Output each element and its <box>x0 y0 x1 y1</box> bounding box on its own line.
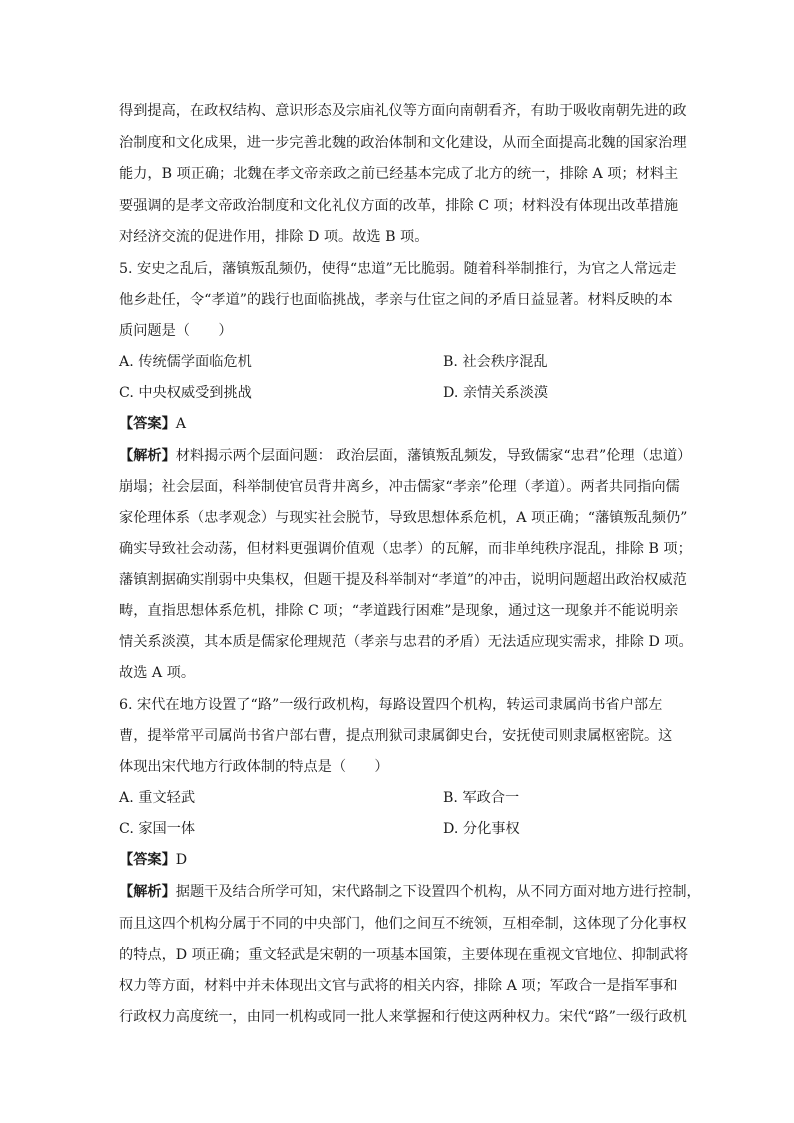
question-5-analysis: 畴，直指思想体系危机，排除 C 项；“孝道践行困难”是现象，通过这一现象并不能说明亲 <box>119 603 679 619</box>
question-5-analysis: 崩塌；社会层面，科举制使官员背井离乡，冲击儒家“孝亲”伦理（孝道）。两者共同指向儒 <box>119 479 680 495</box>
text-line: 对经济交流的促进作用，排除 D 项。故选 B 项。 <box>119 229 429 245</box>
question-6-option-c: C. 家国一体 <box>119 821 196 837</box>
question-6-answer <box>119 850 187 870</box>
answer-label: 【答案】 <box>119 852 176 868</box>
question-6-option-b: B. 军政合一 <box>443 790 520 806</box>
question-6-analysis <box>119 882 701 902</box>
question-5-option-d: D. 亲情关系淡漠 <box>443 385 549 401</box>
answer-value: D <box>175 852 188 868</box>
question-6-analysis: 而且这四个机构分属于不同的中央部门，他们之间互不统领，互相牵制，这体现了分化事权 <box>119 916 687 932</box>
question-5-answer <box>119 414 186 434</box>
text-line: 能力，B 项正确；北魏在孝文帝亲政之前已经基本完成了北方的统一，排除 A 项；材料主 <box>119 166 679 182</box>
analysis-text: 据题干及结合所学可知，宋代路制之下设置四个机构，从不同方面对地方进行控制， <box>175 884 701 900</box>
question-5-option-a: A. 传统儒学面临危机 <box>119 354 252 370</box>
question-5-option-b: B. 社会秩序混乱 <box>443 354 548 370</box>
question-5-option-c: C. 中央权威受到挑战 <box>119 385 252 401</box>
question-5-analysis: 家伦理体系（忠孝观念）与现实社会脱节，导致思想体系危机，A 项正确；“藩镇叛乱频仍” <box>119 510 688 526</box>
question-6-analysis: 权力等方面，材料中并未体现出文官与武将的相关内容，排除 A 项；军政合一是指军事和 <box>119 978 678 994</box>
analysis-text: 材料揭示两个层面问题： 政治层面，藩镇叛乱频发，导致儒家“忠君”伦理（忠道） <box>175 448 692 464</box>
question-6-analysis: 的特点，D 项正确；重文轻武是宋朝的一项基本国策，主要体现在重视文官地位、抑制武将 <box>119 947 689 963</box>
question-6-analysis: 行政权力高度统一，由同一机构或同一批人来掌握和行使这两种权力。宋代“路”一级行政机 <box>119 1009 687 1025</box>
question-5-analysis: 故选 A 项。 <box>119 665 196 681</box>
analysis-label: 【解析】 <box>119 884 176 900</box>
text-line: 治制度和文化成果，进一步完善北魏的政治体制和文化建设，从而全面提高北魏的国家治理 <box>119 135 687 151</box>
question-5-analysis: 藩镇割据确实削弱中央集权，但题干提及科举制对“孝道”的冲击，说明问题超出政治权威范 <box>119 572 687 588</box>
question-6-stem: 6. 宋代在地方设置了“路”一级行政机构，每路设置四个机构，转运司隶属尚书省户部左 <box>119 697 663 713</box>
question-5-analysis: 确实导致社会动荡，但材料更强调价值观（忠孝）的瓦解，而非单纯秩序混乱，排除 B 项； <box>119 541 692 557</box>
question-6-option-a: A. 重文轻武 <box>119 790 196 806</box>
question-5-analysis <box>119 446 691 466</box>
question-6-option-d: D. 分化事权 <box>443 821 520 837</box>
answer-value: A <box>175 416 187 432</box>
text-line: 要强调的是孝文帝政治制度和文化礼仪方面的改革，排除 C 项；材料没有体现出改革措施 <box>119 198 679 214</box>
analysis-label: 【解析】 <box>119 448 176 464</box>
question-5-analysis: 情关系淡漠，其本质是儒家伦理规范（孝亲与忠君的矛盾）无法适应现实需求，排除 D 项。 <box>119 634 693 650</box>
question-5-stem: 他乡赴任，令“孝道”的践行也面临挑战，孝亲与仕宦之间的矛盾日益显著。材料反映的本 <box>119 292 673 308</box>
answer-label: 【答案】 <box>119 416 176 432</box>
question-5-stem: 5. 安史之乱后，藩镇叛乱频仍，使得“忠道”无比脆弱。随着科举制推行，为官之人常远走 <box>119 261 677 277</box>
question-5-stem: 质问题是（ ） <box>119 323 233 339</box>
question-6-stem: 体现出宋代地方行政体制的特点是（ ） <box>119 759 389 775</box>
question-6-stem: 曹，提举常平司属尚书省户部右曹，提点刑狱司隶属御史台，安抚使司则隶属枢密院。这 <box>119 728 673 744</box>
text-line: 得到提高，在政权结构、意识形态及宗庙礼仪等方面向南朝看齐，有助于吸收南朝先进的政 <box>119 103 687 119</box>
